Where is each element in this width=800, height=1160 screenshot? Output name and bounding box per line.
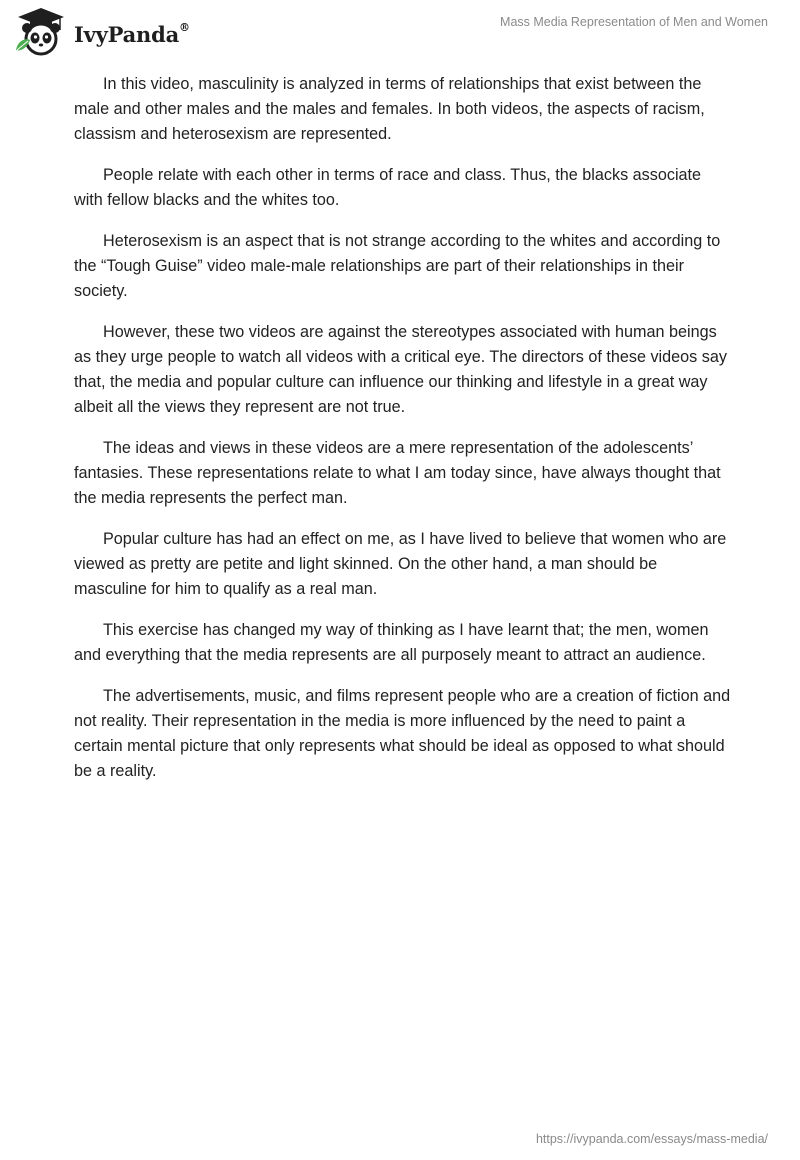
source-url-link[interactable]: https://ivypanda.com/essays/mass-media/ bbox=[535, 1132, 768, 1146]
paragraph: Popular culture has had an effect on me, as I have lived to believe that women who are viewed as pretty are petite and light skinned. On the other hand, a man should be masculine for him to qualify as a real man. bbox=[74, 530, 727, 598]
paragraph: Heterosexism is an aspect that is not strange according to the whites and according to the “Tough Guise” video male-male relationships are part of their relationships in their society. bbox=[74, 232, 721, 300]
paragraph: People relate with each other in terms of race and class. Thus, the blacks associate with fellow blacks and the whites too. bbox=[74, 166, 702, 209]
panda-graduate-icon bbox=[14, 6, 68, 58]
paragraph: However, these two videos are against the stereotypes associated with human beings as they urge people to watch all videos with a critical eye. The directors of these videos say that, the media and popular culture can influence our thinking and lifestyle in a great way albeit all the views they represent are not true. bbox=[74, 323, 727, 416]
paragraph: This exercise has changed my way of thinking as I have learnt that; the men, women and everything that the media represents are all purposely meant to attract an audience. bbox=[74, 621, 709, 664]
brand-name: IvyPanda® bbox=[74, 20, 190, 47]
document-title: Mass Media Representation of Men and Women bbox=[500, 15, 768, 29]
page-header bbox=[0, 0, 800, 60]
paragraph: The advertisements, music, and films represent people who are a creation of fiction and not reality. Their representation in the media is more influenced by the need to paint a certain mental picture that only represents what should be ideal as opposed to what should be a reality. bbox=[74, 687, 731, 780]
paragraph: In this video, masculinity is analyzed in terms of relationships that exist between the male and other males and the males and females. In both videos, the aspects of racism, classism and heterosexism are represented. bbox=[74, 75, 705, 143]
essay-body bbox=[74, 72, 734, 800]
paragraph: The ideas and views in these videos are a mere representation of the adolescents’ fantasies. These representations relate to what I am today since, have always thought that the media represents the perfect man. bbox=[74, 439, 721, 507]
ivypanda-logo[interactable] bbox=[14, 6, 190, 58]
